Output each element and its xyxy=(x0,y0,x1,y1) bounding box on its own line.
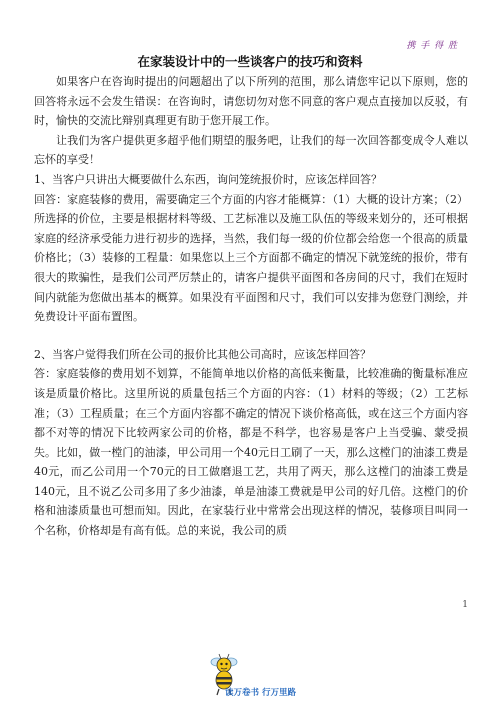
page-number: 1 xyxy=(462,600,468,610)
footer-slogan: 读万卷书 行万里路 xyxy=(225,688,296,698)
answer-1: 回答：家庭装修的费用，需要确定三个方面的内容才能概算：（1）大概的设计方案；（2）所选择的价位，主要是根据材料等级、工艺标准以及施工队伍的等级来划分的，还可根据家庭的经济承受能力进行初步的选择，当然，我们每一级的价位都会给您一个很高的质量价格比；（3）装修的工程量：如果您以上三个方面都不确定的情况下就笼统的报价，带有很大的欺骗性，是我们公司严厉禁止的，请客户提供平面图和各房间的尺寸，我们在短时间内就能为您做出基本的概算。如果没有平面图和尺寸，我们可以安排为您登门测绘，并免费设计平面布置图。 xyxy=(34,192,468,324)
question-1: 1、当客户只讲出大概要做什么东西，询问笼统报价时，应该怎样回答？ xyxy=(34,172,382,186)
intro-paragraph-2: 让我们为客户提供更多超乎他们期望的服务吧，让我们的每一次回答都变成令人难以忘怀的享受！ xyxy=(34,133,468,167)
corner-tag: 携 手 得 胜 xyxy=(406,41,458,51)
paragraph-gap xyxy=(34,327,468,345)
document-body xyxy=(34,72,468,541)
footer-logo xyxy=(205,650,335,702)
question-2: 2、当客户觉得我们所在公司的报价比其他公司高时，应该怎样回答？ xyxy=(34,347,371,361)
document-title: 在家装设计中的一些谈客户的技巧和资料 xyxy=(137,54,363,69)
answer-2: 答：家庭装修的费用划不划算，不能简单地以价格的高低来衡量，比较准确的衡量标准应该是质量价格比。这里所说的质量包括三个方面的内容：（1）材料的等级；（2）工艺标准；（3）工程质量；在三个方面内容都不确定的情况下谈价格高低，或在这三个方面内容都不对等的情况下比较两家公司的价格，都是不科学，也容易是客户上当受骗、蒙受损失。比如，做一樘门的油漆，甲公司用一个40元日工刷了一天，那么这樘门的油漆工费是40元，而乙公司用一个70元的日工做磨退工艺，共用了两天，那么这樘门的油漆工费是140元，且不说乙公司多用了多少油漆，单是油漆工费就是甲公司的好几倍。这樘门的价格和油漆质量也可想而知。因此，在家装行业中常常会出现这样的情况，装修项目叫同一个名称，价格却是有高有低。总的来说，我公司的质 xyxy=(34,367,468,538)
intro-paragraph: 如果客户在咨询时提出的问题超出了以下所列的范围，那么请您牢记以下原则，您的回答将永远不会发生错误：在咨询时，请您切勿对您不同意的客户观点直接加以反驳，有时，愉快的交流比辩别真理更有助于您开展工作。 xyxy=(34,75,468,128)
